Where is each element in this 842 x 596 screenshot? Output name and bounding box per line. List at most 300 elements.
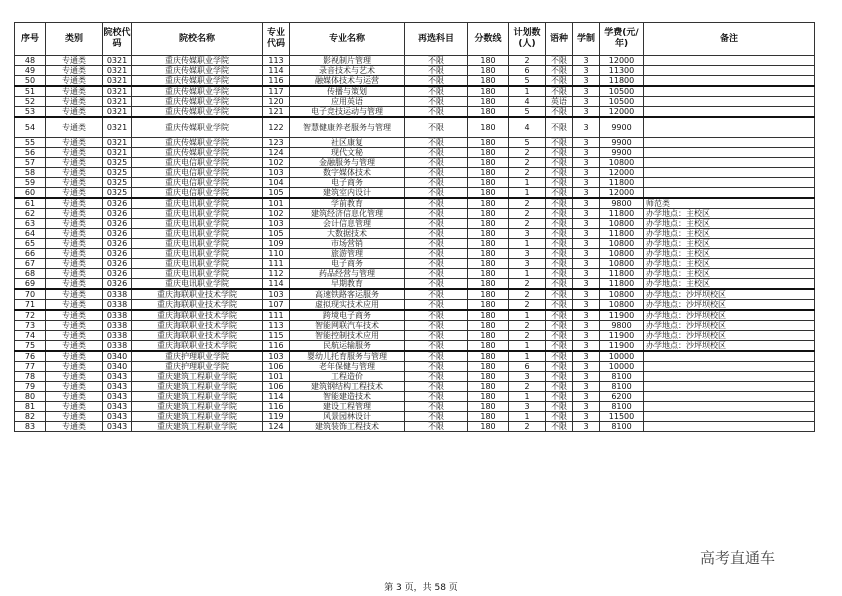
table-cell: 180 [468, 351, 509, 362]
table-cell: 专通类 [46, 279, 103, 290]
table-row [15, 279, 815, 290]
table-cell: 专通类 [46, 402, 103, 412]
table-cell: 重庆电讯职业学院 [132, 209, 263, 219]
table-cell: 不限 [405, 422, 468, 432]
table-cell [644, 178, 815, 188]
table-cell: 113 [263, 56, 290, 66]
table-cell: 8100 [600, 382, 644, 392]
table-cell: 3 [573, 402, 600, 412]
table-cell: 不限 [405, 382, 468, 392]
table-cell: 专通类 [46, 198, 103, 209]
table-cell: 不限 [405, 138, 468, 148]
table-cell: 69 [15, 279, 46, 290]
table-cell: 180 [468, 219, 509, 229]
table-cell: 0325 [103, 188, 132, 199]
table-cell: 重庆海联职业技术学院 [132, 331, 263, 341]
table-cell: 11800 [600, 229, 644, 239]
table-cell: 11800 [600, 209, 644, 219]
table-cell: 不限 [405, 372, 468, 382]
table-cell: 0326 [103, 279, 132, 290]
table-cell: 办学地点：主校区 [644, 249, 815, 259]
table-cell: 3 [573, 372, 600, 382]
table-row [15, 372, 815, 382]
table-cell: 数字媒体技术 [290, 168, 405, 178]
table-cell: 重庆电讯职业学院 [132, 269, 263, 279]
table-cell: 专通类 [46, 321, 103, 331]
table-cell: 虚拟现实技术应用 [290, 300, 405, 311]
table-cell: 专通类 [46, 188, 103, 199]
table-cell: 不限 [405, 76, 468, 87]
table-cell: 重庆电讯职业学院 [132, 198, 263, 209]
table-cell [644, 86, 815, 97]
table-cell: 0338 [103, 310, 132, 321]
table-cell: 师范类 [644, 198, 815, 209]
table-cell: 重庆电讯职业学院 [132, 239, 263, 249]
table-cell: 专通类 [46, 372, 103, 382]
table-cell: 3 [573, 269, 600, 279]
table-cell: 55 [15, 138, 46, 148]
table-cell: 107 [263, 300, 290, 311]
table-cell: 重庆传媒职业学院 [132, 117, 263, 138]
table-cell: 不限 [546, 168, 573, 178]
header-notes: 备注 [644, 23, 815, 56]
table-cell: 办学地点：沙坪坝校区 [644, 321, 815, 331]
table-cell: 0326 [103, 209, 132, 219]
table-cell: 专通类 [46, 362, 103, 372]
table-cell: 3 [573, 362, 600, 372]
table-cell: 11900 [600, 341, 644, 352]
table-cell: 不限 [405, 117, 468, 138]
table-row [15, 412, 815, 422]
table-cell: 5 [509, 138, 546, 148]
table-cell: 116 [263, 402, 290, 412]
table-cell: 73 [15, 321, 46, 331]
table-cell: 现代文秘 [290, 148, 405, 158]
table-cell: 专通类 [46, 178, 103, 188]
table-cell: 106 [263, 362, 290, 372]
table-cell: 3 [573, 198, 600, 209]
table-cell: 不限 [405, 289, 468, 300]
table-cell: 106 [263, 382, 290, 392]
header-tuition: 学费(元/年) [600, 23, 644, 56]
table-cell: 建筑经济信息化管理 [290, 209, 405, 219]
table-cell: 早期教育 [290, 279, 405, 290]
table-cell: 8100 [600, 372, 644, 382]
table-cell: 办学地点：沙坪坝校区 [644, 310, 815, 321]
table-cell: 3 [573, 279, 600, 290]
table-cell: 不限 [546, 372, 573, 382]
table-cell: 58 [15, 168, 46, 178]
table-cell: 3 [573, 239, 600, 249]
table-cell: 重庆海联职业技术学院 [132, 300, 263, 311]
table-cell: 180 [468, 249, 509, 259]
table-cell: 10000 [600, 362, 644, 372]
table-cell: 9900 [600, 148, 644, 158]
table-cell: 不限 [546, 279, 573, 290]
table-row [15, 239, 815, 249]
table-cell [644, 158, 815, 168]
table-cell: 0326 [103, 259, 132, 269]
table-cell: 180 [468, 422, 509, 432]
table-cell: 2 [509, 168, 546, 178]
table-cell: 不限 [546, 239, 573, 249]
table-cell: 10500 [600, 97, 644, 107]
table-cell [644, 66, 815, 76]
table-cell: 3 [573, 341, 600, 352]
table-row [15, 86, 815, 97]
table-cell: 重庆传媒职业学院 [132, 138, 263, 148]
table-cell: 105 [263, 229, 290, 239]
table-cell [644, 392, 815, 402]
table-cell: 180 [468, 107, 509, 118]
table-cell: 119 [263, 412, 290, 422]
table-row [15, 229, 815, 239]
table-cell: 180 [468, 392, 509, 402]
table-cell: 0321 [103, 86, 132, 97]
table-cell: 不限 [405, 148, 468, 158]
table-cell: 12000 [600, 56, 644, 66]
table-cell: 11300 [600, 66, 644, 76]
table-cell: 不限 [405, 97, 468, 107]
table-cell: 2 [509, 219, 546, 229]
table-cell: 智能网联汽车技术 [290, 321, 405, 331]
table-cell: 11800 [600, 178, 644, 188]
table-cell: 3 [573, 422, 600, 432]
table-cell: 不限 [546, 148, 573, 158]
table-cell: 0325 [103, 158, 132, 168]
table-cell: 9900 [600, 138, 644, 148]
table-cell: 市场营销 [290, 239, 405, 249]
table-cell: 不限 [546, 209, 573, 219]
table-cell: 1 [509, 341, 546, 352]
table-cell: 180 [468, 178, 509, 188]
table-cell: 不限 [546, 422, 573, 432]
table-cell: 2 [509, 209, 546, 219]
table-row [15, 422, 815, 432]
table-cell: 不限 [405, 402, 468, 412]
table-cell: 0321 [103, 107, 132, 118]
table-cell: 80 [15, 392, 46, 402]
table-cell: 不限 [405, 279, 468, 290]
table-cell: 重庆传媒职业学院 [132, 97, 263, 107]
table-cell: 重庆海联职业技术学院 [132, 341, 263, 352]
table-cell: 重庆电信职业学院 [132, 158, 263, 168]
table-cell: 办学地点：主校区 [644, 239, 815, 249]
table-cell: 不限 [405, 56, 468, 66]
table-cell: 不限 [546, 117, 573, 138]
table-row [15, 97, 815, 107]
table-cell: 2 [509, 279, 546, 290]
table-cell: 不限 [546, 107, 573, 118]
table-cell: 重庆电信职业学院 [132, 168, 263, 178]
table-cell: 111 [263, 310, 290, 321]
table-cell: 0343 [103, 372, 132, 382]
table-cell: 不限 [405, 86, 468, 97]
table-cell: 180 [468, 198, 509, 209]
table-cell: 不限 [405, 362, 468, 372]
table-cell: 103 [263, 289, 290, 300]
table-cell: 114 [263, 279, 290, 290]
table-cell: 1 [509, 269, 546, 279]
table-cell: 65 [15, 239, 46, 249]
table-cell: 旅游管理 [290, 249, 405, 259]
table-cell: 48 [15, 56, 46, 66]
table-cell: 0343 [103, 382, 132, 392]
table-cell: 影视制片管理 [290, 56, 405, 66]
table-cell: 专通类 [46, 138, 103, 148]
table-cell: 重庆电信职业学院 [132, 178, 263, 188]
table-cell: 3 [573, 392, 600, 402]
table-cell: 工程造价 [290, 372, 405, 382]
table-cell: 不限 [546, 300, 573, 311]
table-cell: 风景园林设计 [290, 412, 405, 422]
table-cell: 2 [509, 148, 546, 158]
table-cell: 83 [15, 422, 46, 432]
table-cell: 0325 [103, 178, 132, 188]
table-row [15, 341, 815, 352]
table-row [15, 76, 815, 87]
table-cell: 1 [509, 178, 546, 188]
table-cell: 3 [573, 300, 600, 311]
table-cell: 不限 [405, 269, 468, 279]
table-cell: 74 [15, 331, 46, 341]
table-cell: 3 [573, 219, 600, 229]
header-score: 分数线 [468, 23, 509, 56]
table-cell: 0321 [103, 56, 132, 66]
table-cell: 3 [509, 259, 546, 269]
table-cell: 180 [468, 382, 509, 392]
table-cell: 重庆电讯职业学院 [132, 249, 263, 259]
table-cell: 3 [509, 229, 546, 239]
table-cell: 3 [573, 178, 600, 188]
table-cell: 高速铁路客运服务 [290, 289, 405, 300]
table-cell: 办学地点：主校区 [644, 209, 815, 219]
table-cell: 105 [263, 188, 290, 199]
table-row [15, 209, 815, 219]
table-cell: 智能控制技术应用 [290, 331, 405, 341]
table-cell: 办学地点：沙坪坝校区 [644, 289, 815, 300]
table-cell [644, 422, 815, 432]
table-cell: 专通类 [46, 117, 103, 138]
table-cell: 8100 [600, 402, 644, 412]
table-cell: 专通类 [46, 289, 103, 300]
table-cell: 2 [509, 321, 546, 331]
table-cell: 不限 [546, 56, 573, 66]
table-cell: 11800 [600, 269, 644, 279]
table-cell: 电子竞技运动与管理 [290, 107, 405, 118]
table-cell: 不限 [405, 331, 468, 341]
table-cell: 重庆传媒职业学院 [132, 56, 263, 66]
table-cell: 180 [468, 310, 509, 321]
header-major-code: 专业代码 [263, 23, 290, 56]
table-cell: 不限 [546, 341, 573, 352]
table-cell: 不限 [546, 351, 573, 362]
table-cell: 49 [15, 66, 46, 76]
table-row [15, 138, 815, 148]
table-cell: 不限 [546, 412, 573, 422]
table-cell: 103 [263, 351, 290, 362]
table-cell: 103 [263, 168, 290, 178]
table-cell: 金融服务与管理 [290, 158, 405, 168]
table-cell: 63 [15, 219, 46, 229]
table-cell: 不限 [405, 188, 468, 199]
table-cell: 180 [468, 86, 509, 97]
table-cell: 建设工程管理 [290, 402, 405, 412]
table-cell: 不限 [546, 249, 573, 259]
table-cell: 0326 [103, 249, 132, 259]
table-cell: 1 [509, 239, 546, 249]
table-cell: 重庆电讯职业学院 [132, 229, 263, 239]
table-cell: 不限 [546, 310, 573, 321]
table-cell: 11900 [600, 310, 644, 321]
table-cell: 不限 [405, 168, 468, 178]
table-cell: 123 [263, 138, 290, 148]
table-cell: 专通类 [46, 107, 103, 118]
table-cell: 3 [573, 229, 600, 239]
table-cell: 61 [15, 198, 46, 209]
table-cell: 0338 [103, 331, 132, 341]
table-row [15, 289, 815, 300]
table-cell: 2 [509, 289, 546, 300]
table-cell: 专通类 [46, 56, 103, 66]
table-cell: 2 [509, 422, 546, 432]
table-cell: 不限 [405, 209, 468, 219]
table-cell: 办学地点：主校区 [644, 269, 815, 279]
table-cell: 0321 [103, 117, 132, 138]
table-cell: 0326 [103, 229, 132, 239]
table-cell: 2 [509, 331, 546, 341]
table-cell: 不限 [546, 76, 573, 87]
table-cell: 3 [573, 289, 600, 300]
table-cell [644, 412, 815, 422]
table-cell: 104 [263, 178, 290, 188]
table-row [15, 310, 815, 321]
table-cell: 3 [573, 259, 600, 269]
table-cell: 1 [509, 86, 546, 97]
table-cell: 不限 [405, 321, 468, 331]
table-cell: 建筑钢结构工程技术 [290, 382, 405, 392]
table-row [15, 56, 815, 66]
table-cell: 1 [509, 392, 546, 402]
table-cell: 办学地点：主校区 [644, 219, 815, 229]
table-cell: 0321 [103, 148, 132, 158]
table-cell: 智慧健康养老服务与管理 [290, 117, 405, 138]
table-row [15, 148, 815, 158]
table-cell [644, 168, 815, 178]
table-cell: 101 [263, 198, 290, 209]
table-cell: 不限 [405, 198, 468, 209]
table-cell: 3 [509, 372, 546, 382]
table-cell: 重庆电讯职业学院 [132, 259, 263, 269]
table-cell: 重庆建筑工程职业学院 [132, 382, 263, 392]
table-cell: 180 [468, 97, 509, 107]
table-cell: 4 [509, 117, 546, 138]
table-cell: 不限 [405, 158, 468, 168]
table-cell: 专通类 [46, 310, 103, 321]
table-cell: 72 [15, 310, 46, 321]
table-cell: 10800 [600, 158, 644, 168]
table-cell [644, 148, 815, 158]
table-cell: 传播与策划 [290, 86, 405, 97]
table-cell: 0343 [103, 422, 132, 432]
table-cell: 0321 [103, 138, 132, 148]
table-cell: 180 [468, 66, 509, 76]
table-cell: 专通类 [46, 97, 103, 107]
table-cell: 办学地点：沙坪坝校区 [644, 300, 815, 311]
table-cell: 11800 [600, 76, 644, 87]
header-category: 类别 [46, 23, 103, 56]
table-cell: 180 [468, 148, 509, 158]
table-cell: 75 [15, 341, 46, 352]
table-cell: 不限 [405, 229, 468, 239]
table-cell: 不限 [405, 66, 468, 76]
table-cell: 专通类 [46, 168, 103, 178]
table-cell: 102 [263, 158, 290, 168]
table-cell: 2 [509, 158, 546, 168]
table-cell: 0326 [103, 198, 132, 209]
table-cell: 药品经营与管理 [290, 269, 405, 279]
table-cell: 180 [468, 209, 509, 219]
table-cell: 56 [15, 148, 46, 158]
header-school-code: 院校代码 [103, 23, 132, 56]
table-cell: 12000 [600, 168, 644, 178]
table-cell: 60 [15, 188, 46, 199]
table-cell: 12000 [600, 107, 644, 118]
table-cell: 0321 [103, 66, 132, 76]
table-cell: 不限 [546, 392, 573, 402]
table-cell: 180 [468, 331, 509, 341]
table-cell: 10800 [600, 289, 644, 300]
table-row [15, 321, 815, 331]
table-cell: 民航运输服务 [290, 341, 405, 352]
table-cell: 专通类 [46, 219, 103, 229]
table-cell: 71 [15, 300, 46, 311]
table-cell: 6200 [600, 392, 644, 402]
table-cell: 12000 [600, 188, 644, 199]
table-cell: 0343 [103, 412, 132, 422]
table-cell: 不限 [546, 229, 573, 239]
table-cell: 重庆传媒职业学院 [132, 107, 263, 118]
table-cell: 0340 [103, 351, 132, 362]
table-cell: 3 [573, 76, 600, 87]
table-cell: 6 [509, 362, 546, 372]
table-cell: 10800 [600, 259, 644, 269]
table-row [15, 382, 815, 392]
table-cell: 180 [468, 259, 509, 269]
header-subject: 再选科目 [405, 23, 468, 56]
table-cell: 3 [573, 382, 600, 392]
table-cell: 113 [263, 321, 290, 331]
table-cell: 电子商务 [290, 178, 405, 188]
table-cell: 不限 [546, 86, 573, 97]
table-cell: 专通类 [46, 229, 103, 239]
table-cell: 0338 [103, 289, 132, 300]
table-cell: 专通类 [46, 76, 103, 87]
table-cell: 54 [15, 117, 46, 138]
table-cell: 121 [263, 107, 290, 118]
table-cell: 不限 [546, 138, 573, 148]
table-cell: 0343 [103, 402, 132, 412]
table-cell: 3 [509, 249, 546, 259]
header-row [15, 23, 815, 56]
table-cell: 59 [15, 178, 46, 188]
table-cell: 专通类 [46, 422, 103, 432]
table-cell: 专通类 [46, 351, 103, 362]
table-cell [644, 362, 815, 372]
table-cell: 10500 [600, 86, 644, 97]
table-cell: 专通类 [46, 392, 103, 402]
table-cell: 3 [573, 158, 600, 168]
